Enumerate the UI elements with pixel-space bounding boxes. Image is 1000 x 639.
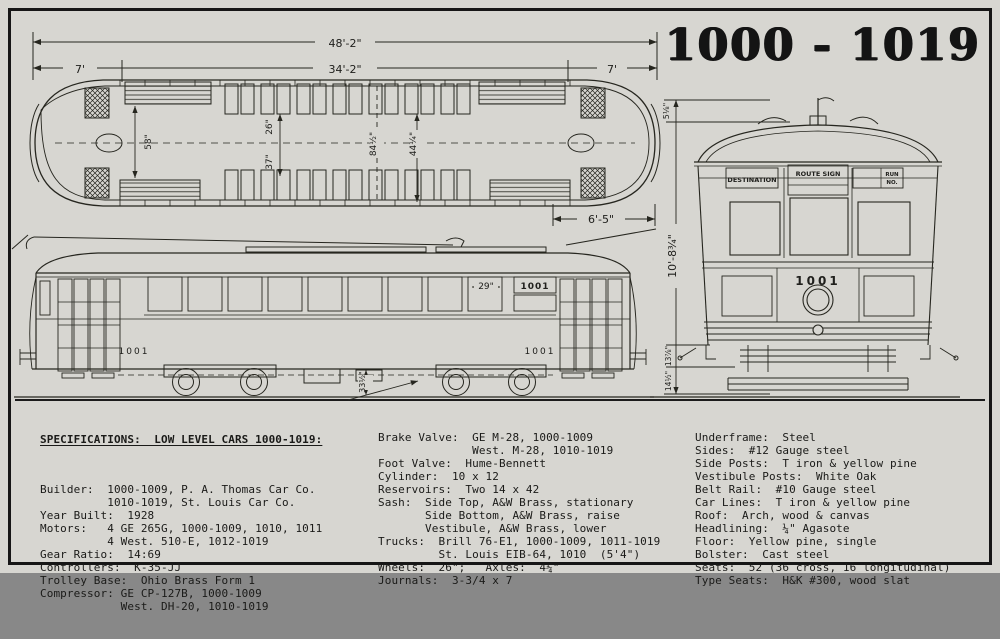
dim-seat-spread: 58" <box>144 134 154 150</box>
run-number-label-line2: NO. <box>886 180 898 186</box>
spec-line: Bolster: Cast steel <box>695 548 830 561</box>
dim-body-length: 34'-2" <box>328 63 362 76</box>
spec-line: Cylinder: 10 x 12 <box>378 470 500 483</box>
end-truck-steps <box>650 345 960 397</box>
side-route-sign-number: 1001 <box>520 282 550 292</box>
route-sign-label: ROUTE SIGN <box>795 170 841 178</box>
dim-right-platform: 7' <box>606 63 618 76</box>
spec-line: Builder: 1000-1009, P. A. Thomas Car Co. <box>40 483 316 496</box>
side-car-number-left: 1001 <box>118 347 150 357</box>
end-roof-trolley <box>694 98 942 166</box>
dim-overall-height: 10'-8¾" <box>666 234 679 278</box>
dim-floor-step: 33½" <box>358 371 367 393</box>
spec-line: Car Lines: T iron & yellow pine <box>695 496 911 509</box>
spec-line: Gear Ratio: 14:69 <box>40 548 162 561</box>
spec-line: Wheels: 26"; Axles: 4¼" <box>378 561 560 574</box>
spec-line: Side Bottom, A&W Brass, raise <box>378 509 621 522</box>
spec-line: Controllers: K-35-JJ <box>40 561 182 574</box>
end-car-number: 1001 <box>795 274 841 288</box>
specs-list-2 <box>378 431 690 587</box>
spec-line: Underframe: Steel <box>695 431 817 444</box>
spec-line: Sash: Side Top, A&W Brass, stationary <box>378 496 634 509</box>
specs-column-2 <box>378 405 690 613</box>
specs-column-3 <box>695 405 975 613</box>
trolley-pole-side <box>12 229 656 252</box>
spec-line: Compressor: GE CP-127B, 1000-1009 <box>40 587 262 600</box>
spec-line: Year Built: 1928 <box>40 509 155 522</box>
plan-interior-fittings <box>55 82 635 200</box>
run-number-label-line1: RUN <box>885 172 899 178</box>
spec-line: Foot Valve: Hume-Bennett <box>378 457 547 470</box>
spec-line: Trolley Base: Ohio Brass Form 1 <box>40 574 256 587</box>
spec-line: West. M-28, 1010-1019 <box>378 444 614 457</box>
spec-line: Vestibule, A&W Brass, lower <box>378 522 607 535</box>
side-car-number-right: 1001 <box>524 347 556 357</box>
spec-line: Belt Rail: #10 Gauge steel <box>695 483 877 496</box>
spec-line: 4 West. 510-E, 1012-1019 <box>40 535 269 548</box>
dim-aisle-lower: 37" <box>265 154 275 170</box>
side-underbody-trucks <box>14 365 654 400</box>
spec-line: Brake Valve: GE M-28, 1000-1009 <box>378 431 594 444</box>
spec-line: Roof: Arch, wood & canvas <box>695 509 870 522</box>
dim-center-a: 84½" <box>369 131 379 157</box>
specs-list-1 <box>40 483 375 613</box>
plan-view-drawing <box>25 18 665 233</box>
end-view-drawing <box>640 86 970 401</box>
dim-truck-upper: 13⅞" <box>664 345 673 367</box>
spec-line: Seats: 52 (36 cross, 16 longitudinal) <box>695 561 951 574</box>
spec-line: Motors: 4 GE 265G, 1000-1009, 1010, 1011 <box>40 522 323 535</box>
dim-overall-length: 48'-2" <box>328 37 362 50</box>
specs-list-3 <box>695 431 975 587</box>
spec-line: Side Posts: T iron & yellow pine <box>695 457 917 470</box>
spec-line: West. DH-20, 1010-1019 <box>40 600 269 613</box>
spec-line: Journals: 3-3/4 x 7 <box>378 574 513 587</box>
dim-trolley-board: 5⅛" <box>662 102 671 120</box>
dim-aisle-upper: 26" <box>265 119 275 135</box>
side-elevation-drawing <box>8 229 658 404</box>
dim-window-width: 29" <box>478 282 494 292</box>
plan-cross-seats <box>225 84 470 200</box>
spec-line: Sides: #12 Gauge steel <box>695 444 850 457</box>
dim-truck-centers: 6'-5" <box>587 213 615 226</box>
dim-center-b: 44¼" <box>409 131 419 157</box>
specs-heading: SPECIFICATIONS: LOW LEVEL CARS 1000-1019: <box>40 433 323 446</box>
dim-truck-lower: 14½" <box>664 370 673 392</box>
spec-line: Reservoirs: Two 14 x 42 <box>378 483 540 496</box>
spec-line: St. Louis EIB-64, 1010 (5'4") <box>378 548 641 561</box>
car-series-title: 1000 - 1019 <box>665 20 981 71</box>
dim-left-platform: 7' <box>74 63 86 76</box>
destination-sign-label: DESTINATION <box>727 176 777 184</box>
spec-line: Type Seats: H&K #300, wood slat <box>695 574 911 587</box>
spec-line: 1010-1019, St. Louis Car Co. <box>40 496 296 509</box>
side-windows-doors <box>40 277 622 378</box>
spec-line: Floor: Yellow pine, single <box>695 535 877 548</box>
spec-line: Trucks: Brill 76-E1, 1000-1009, 1011-1019 <box>378 535 661 548</box>
end-car-body <box>698 165 938 345</box>
specs-column-1 <box>40 407 375 639</box>
spec-line: Vestibule Posts: White Oak <box>695 470 877 483</box>
spec-line: Headlining: ¼" Agasote <box>695 522 850 535</box>
